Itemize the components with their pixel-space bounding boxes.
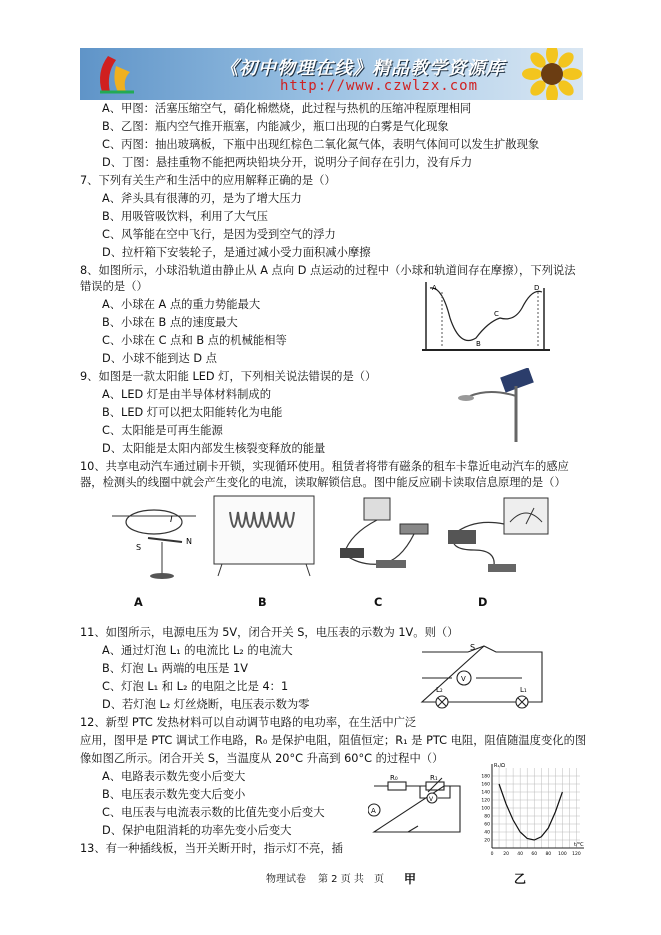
- text-line: B、灯泡 L₁ 两端的电压是 1V: [102, 662, 248, 675]
- q9-solar-lamp-figure: [450, 368, 550, 444]
- q11-label-l2: L₂: [436, 686, 443, 694]
- chart-xtick-label: 100: [558, 852, 567, 857]
- text-line: 错误的是（）: [80, 280, 148, 293]
- sunflower-icon: [520, 48, 583, 100]
- chart-ytick-label: 80: [484, 814, 490, 820]
- text-line: A、甲图：活塞压缩空气，硝化棉燃烧，此过程与热机的压缩冲程原理相同: [102, 102, 472, 115]
- text-line: 11、如图所示，电源电压为 5V，闭合开关 S，电压表的示数为 1V。则（）: [80, 626, 459, 639]
- q10a-current: I: [170, 515, 173, 525]
- text-line: A、LED 灯是由半导体材料制成的: [102, 388, 272, 401]
- chart-ytick-label: 120: [481, 798, 490, 804]
- chart-ytick-label: 20: [484, 838, 490, 844]
- text-line: 器，检测头的线圈中就会产生变化的电流，读取解锁信息。图中能反应刷卡读取信息原理的是（）: [80, 476, 566, 489]
- text-line: 像如图乙所示。闭合开关 S，当温度从 20°C 升高到 60°C 的过程中（）: [80, 752, 444, 765]
- footer-left: 物理试卷: [266, 874, 306, 885]
- q10-figure-a: [112, 492, 196, 582]
- text-line: 7、下列有关生产和生活中的应用解释正确的是（）: [80, 174, 336, 187]
- q10-label-d: D: [478, 596, 488, 609]
- q8-label-d: D: [534, 284, 540, 292]
- text-line: B、LED 灯可以把太阳能转化为电能: [102, 406, 283, 419]
- text-line: D、保护电阻消耗的功率先变小后变大: [102, 824, 292, 837]
- q12-label-a: A: [371, 807, 376, 815]
- text-line: B、用吸管吸饮料，利用了大气压: [102, 210, 268, 223]
- q11-label-s: S: [470, 643, 476, 652]
- text-line: 12、新型 PTC 发热材料可以自动调节电路的电功率，在生活中广泛: [80, 716, 417, 729]
- text-line: C、风筝能在空中飞行，是因为受到空气的浮力: [102, 228, 336, 241]
- footer-yi: 乙: [514, 872, 527, 886]
- chart-ylabel: R₁/Ω: [494, 763, 505, 769]
- chart-ytick-label: 40: [484, 830, 490, 836]
- logo-icon: [90, 52, 140, 96]
- chart-xtick-label: 120: [572, 852, 581, 857]
- chart-ytick-label: 60: [484, 822, 490, 828]
- text-line: 10、共享电动汽车通过刷卡开锁，实现循环使用。租赁者将带有磁条的租车卡靠近电动汽车的感应: [80, 460, 569, 473]
- chart-xtick-label: 60: [531, 852, 538, 857]
- text-line: 8、如图所示，小球沿轨道由静止从 A 点向 D 点运动的过程中（小球和轨道间存在摩擦），下列说法: [80, 264, 576, 277]
- text-line: 13、有一种插线板，当开关断开时，指示灯不亮，插: [80, 842, 343, 855]
- text-line: A、通过灯泡 L₁ 的电流比 L₂ 的电流大: [102, 644, 293, 657]
- text-line: A、小球在 A 点的重力势能最大: [102, 298, 261, 311]
- header-title: 《初中物理在线》精品教学资源库: [220, 58, 505, 79]
- q11-label-l1: L₁: [520, 686, 527, 694]
- text-line: C、灯泡 L₁ 和 L₂ 的电阻之比是 4：1: [102, 680, 289, 693]
- text-line: D、拉杆箱下安装轮子，是通过减小受力面积减小摩擦: [102, 246, 371, 259]
- q10a-s: S: [136, 543, 142, 552]
- text-line: D、若灯泡 L₂ 灯丝烧断，电压表示数为零: [102, 698, 310, 711]
- q10-label-a: A: [134, 596, 143, 609]
- text-line: D、丁图：悬挂重物不能把两块铅块分开，说明分子间存在引力，没有斥力: [102, 156, 473, 169]
- q10-figure-b: [210, 492, 318, 578]
- q11-label-v: V: [461, 675, 466, 683]
- chart-xtick-label: 0: [490, 852, 494, 857]
- chart-xlabel: t/°C: [574, 842, 584, 848]
- q10-figure-d: [444, 494, 556, 580]
- q8-track-figure: [418, 278, 554, 356]
- q12-circuit-figure: [368, 772, 468, 838]
- header-banner: [80, 48, 583, 100]
- q12-resistance-chart: [474, 760, 586, 866]
- text-line: B、小球在 B 点的速度最大: [102, 316, 238, 329]
- q11-circuit-figure: [412, 642, 560, 712]
- chart-ytick-label: 180: [481, 774, 490, 780]
- text-line: A、电路表示数先变小后变大: [102, 770, 246, 783]
- chart-xtick-label: 40: [517, 852, 524, 857]
- chart-xtick-label: 20: [503, 852, 509, 857]
- q8-label-a: A: [432, 284, 437, 292]
- text-line: C、丙图：抽出玻璃板，下瓶中出现红棕色二氧化氮气体，表明气体间可以发生扩散现象: [102, 138, 540, 151]
- q12-label-v: V: [429, 796, 434, 803]
- text-line: C、太阳能是可再生能源: [102, 424, 223, 437]
- chart-ytick-label: 140: [481, 790, 490, 796]
- q10-figure-c: [330, 494, 434, 580]
- q8-label-b: B: [476, 340, 481, 348]
- q12-label-r0: R₀: [390, 774, 398, 782]
- header-url: http://www.czwlzx.com: [280, 78, 479, 94]
- chart-series-line: [499, 784, 562, 840]
- q8-label-c: C: [494, 310, 499, 318]
- chart-ytick-label: 100: [481, 806, 490, 812]
- q12-label-r1: R₁: [430, 774, 438, 782]
- footer-page-suffix: 页: [374, 874, 384, 885]
- text-line: 9、如图是一款太阳能 LED 灯，下列相关说法错误的是（）: [80, 370, 377, 383]
- q10a-n: N: [186, 537, 192, 546]
- footer-jia: 甲: [404, 872, 417, 886]
- q10-label-b: B: [258, 596, 267, 609]
- chart-xtick-label: 80: [545, 852, 552, 857]
- text-line: C、电压表与电流表示数的比值先变小后变大: [102, 806, 325, 819]
- text-line: B、乙图：瓶内空气推开瓶塞，内能减少，瓶口出现的白雾是气化现象: [102, 120, 449, 133]
- q10-label-c: C: [374, 596, 383, 609]
- text-line: D、太阳能是太阳内部发生核裂变释放的能量: [102, 442, 326, 455]
- text-line: 应用，图甲是 PTC 调试工作电路，R₀ 是保护电阻，阻值恒定；R₁ 是 PTC 电阻，阻值随温度变化的图: [80, 734, 587, 747]
- text-line: B、电压表示数先变大后变小: [102, 788, 246, 801]
- footer-page: 第 2 页 共: [318, 874, 364, 885]
- text-line: C、小球在 C 点和 B 点的机械能相等: [102, 334, 287, 347]
- text-line: A、斧头具有很薄的刃，是为了增大压力: [102, 192, 302, 205]
- text-line: D、小球不能到达 D 点: [102, 352, 217, 365]
- chart-ytick-label: 160: [481, 782, 490, 788]
